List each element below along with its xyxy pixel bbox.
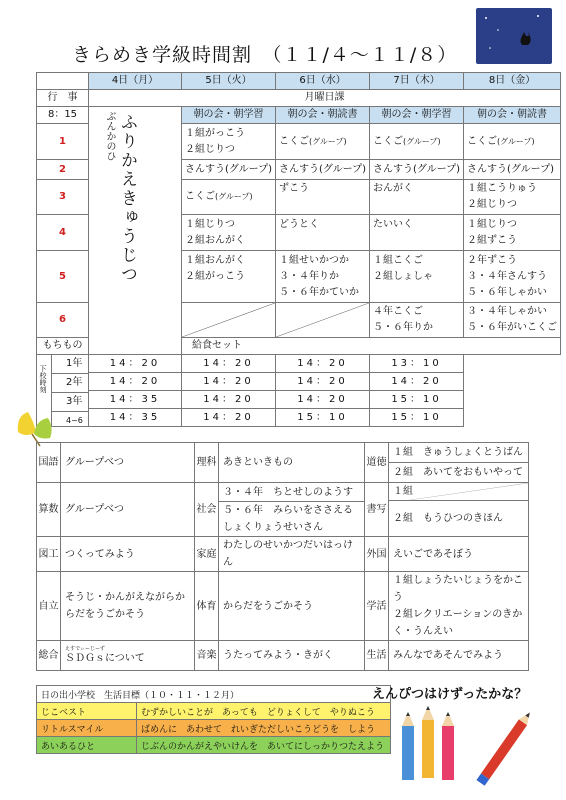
subject-unit: ３・４年 ちとせしのようす ５・６年 みらいをささえるしょくりょうせいさん xyxy=(219,483,365,537)
page-title: きらめき学級時間割 （１１/４〜１１/８） xyxy=(72,44,458,66)
subject-label: 体育 xyxy=(195,572,219,641)
subject-unit: １組 xyxy=(389,483,529,501)
subject-unit: １組 きゅうしょくとうばん xyxy=(389,443,529,463)
dismissal-time: 14：20 xyxy=(182,391,276,409)
subject-label: 生活 xyxy=(365,641,389,671)
lesson-cell: １組こくご ２組しょしゃ xyxy=(370,251,464,303)
moon-cat-illustration xyxy=(476,8,552,64)
mochimono-value: 給食セット xyxy=(182,338,561,355)
lesson-cell: こくご(グループ) xyxy=(276,124,370,160)
subject-unit: からだをうごかそう xyxy=(219,572,365,641)
subject-label: 外国 xyxy=(365,537,389,572)
dismissal-time: 14：20 xyxy=(276,355,370,373)
dismissal-time: 14：20 xyxy=(182,355,276,373)
subject-label: 算数 xyxy=(37,483,61,537)
subject-label: 音楽 xyxy=(195,641,219,671)
dismissal-time: 14：20 xyxy=(370,373,464,391)
gyoji-value: 月曜日課 xyxy=(89,90,561,107)
goal-name: リトルスマイル xyxy=(37,720,137,737)
dismissal-time: 14：35 xyxy=(89,409,182,427)
lesson-cell: １組おんがく ２組がっこう xyxy=(182,251,276,303)
day-header: 4日（月） xyxy=(89,73,182,90)
dismissal-time: 14：20 xyxy=(182,373,276,391)
subject-unit: うたってみよう・きがく xyxy=(219,641,365,671)
subject-unit: えすでぃーじーず ＳＤＧｓについて xyxy=(61,641,195,671)
lesson-cell: さんすう(グループ) xyxy=(276,160,370,180)
gyoji-label: 行 事 xyxy=(37,90,89,107)
morning-cell: 朝の会・朝学習 xyxy=(182,107,276,124)
corner-cell xyxy=(37,73,89,90)
goal-name: あいあるひと xyxy=(37,737,137,754)
dismissal-label: 下校時刻 xyxy=(39,365,47,393)
subject-unit: わたしのせいかつだいはっけん xyxy=(219,537,365,572)
dismissal-time: 15：10 xyxy=(276,409,370,427)
lesson-cell: こくご(グループ) xyxy=(370,124,464,160)
subject-unit: ２組 あいてをおもいやって xyxy=(389,463,529,483)
subject-label: 自立 xyxy=(37,572,61,641)
subject-unit: １組しょうたいじょうをかこう ２組レクリエーションのきかく・うんえい xyxy=(389,572,529,641)
goal-text: じぶんのかんがえやいけんを あいてにしっかりつたえよう xyxy=(137,737,391,754)
lesson-cell: さんすう(グループ) xyxy=(464,160,561,180)
lesson-cell: ４年こくご ５・６年りか xyxy=(370,303,464,338)
record-player-icon xyxy=(123,351,163,355)
dismissal-time: 15：10 xyxy=(370,409,464,427)
pencil-slogan: えんぴつはけずったかな？ xyxy=(372,687,528,702)
day-header: 7日（木） xyxy=(370,73,464,90)
lesson-cell: さんすう(グループ) xyxy=(370,160,464,180)
morning-cell: 朝の会・朝読書 xyxy=(464,107,561,124)
grade-label: 2年 xyxy=(52,374,88,393)
time-label: 8：15 xyxy=(37,107,89,124)
lesson-cell: さんすう(グループ) xyxy=(182,160,276,180)
dismissal-time: 14：20 xyxy=(276,391,370,409)
monday-event-label: ふりかえきゅうじつ xyxy=(117,113,137,284)
day-header: 5日（火） xyxy=(182,73,276,90)
goal-name: じこベスト xyxy=(37,703,137,720)
dismissal-time: 14：20 xyxy=(276,373,370,391)
period-number: 5 xyxy=(37,251,89,303)
subject-unit: グループべつ xyxy=(61,483,195,537)
lesson-cell: どうとく xyxy=(276,215,370,251)
lesson-cell: １組せいかつか ３・４年りか ５・６年かていか xyxy=(276,251,370,303)
dismissal-time: 15：10 xyxy=(370,391,464,409)
lesson-cell: こくご(グループ) xyxy=(182,180,276,215)
lesson-cell: １組がっこう ２組じりつ xyxy=(182,124,276,160)
weekly-timetable xyxy=(36,72,561,427)
grade-label: 1年 xyxy=(52,355,88,374)
lesson-cell: おんがく xyxy=(370,180,464,215)
subject-unit: ２組 もうひつのきほん xyxy=(389,501,529,537)
subject-unit: つくってみよう xyxy=(61,537,195,572)
grade-label: 4~6 xyxy=(66,416,83,425)
subject-label: 家庭 xyxy=(195,537,219,572)
subject-units-table xyxy=(36,442,529,671)
dismissal-time: 14：20 xyxy=(89,355,182,373)
dismissal-time: 14：20 xyxy=(182,409,276,427)
lesson-cell: ２年ずこう ３・４年さんすう ５・６年しゃかい xyxy=(464,251,561,303)
ruby-text: えすでぃーじーず xyxy=(65,646,105,652)
empty-lesson-cell xyxy=(276,303,370,338)
monday-holiday-cell xyxy=(89,107,182,355)
subject-label: 国語 xyxy=(37,443,61,483)
subject-label: 学活 xyxy=(365,572,389,641)
period-number: 3 xyxy=(37,180,89,215)
pencils-illustration xyxy=(392,704,542,796)
goal-text: むずかしいことが あっても どりょくして やりぬこう xyxy=(137,703,391,720)
empty-lesson-cell xyxy=(182,303,276,338)
lesson-cell: ３・４年しゃかい ５・６年がいこくご xyxy=(464,303,561,338)
mochimono-label: もちもの xyxy=(37,338,89,355)
goal-text: ばめんに あわせて れいぎただしいこうどうを しよう xyxy=(137,720,391,737)
subject-label: 総合 xyxy=(37,641,61,671)
subject-unit: そうじ・かんがえながらからだをうごかそう xyxy=(61,572,195,641)
subject-unit: あきといきもの xyxy=(219,443,365,483)
period-number: 4 xyxy=(37,215,89,251)
subject-label: 理科 xyxy=(195,443,219,483)
lesson-cell: たいいく xyxy=(370,215,464,251)
lesson-cell: こくご(グループ) xyxy=(464,124,561,160)
dismissal-time: 14：35 xyxy=(89,391,182,409)
subject-unit: みんなであそんでみよう xyxy=(389,641,529,671)
subject-label: 図工 xyxy=(37,537,61,572)
lesson-cell: ずこう xyxy=(276,180,370,215)
day-header: 6日（水） xyxy=(276,73,370,90)
subject-unit: グループべつ xyxy=(61,443,195,483)
subject-label: 社会 xyxy=(195,483,219,537)
morning-cell: 朝の会・朝読書 xyxy=(276,107,370,124)
lesson-cell: １組じりつ ２組ずこう xyxy=(464,215,561,251)
period-number: 6 xyxy=(37,303,89,338)
dismissal-time: 13：10 xyxy=(370,355,464,373)
monday-sub-label: ぶんかのひ xyxy=(104,111,115,161)
goals-header: 日の出小学校 生活目標（１０・１１・１２月） xyxy=(37,686,391,703)
dismissal-time: 14：20 xyxy=(89,373,182,391)
lesson-cell: １組こうりゅう ２組じりつ xyxy=(464,180,561,215)
morning-cell: 朝の会・朝学習 xyxy=(370,107,464,124)
day-header: 8日（金） xyxy=(464,73,561,90)
grade-label: 3年 xyxy=(52,393,88,412)
subject-label: 道徳 xyxy=(365,443,389,483)
period-number: 1 xyxy=(37,124,89,160)
life-goals-table xyxy=(36,685,391,754)
subject-unit: えいごであそぼう xyxy=(389,537,529,572)
period-number: 2 xyxy=(37,160,89,180)
lesson-cell: １組じりつ ２組おんがく xyxy=(182,215,276,251)
subject-label: 書写 xyxy=(365,483,389,537)
